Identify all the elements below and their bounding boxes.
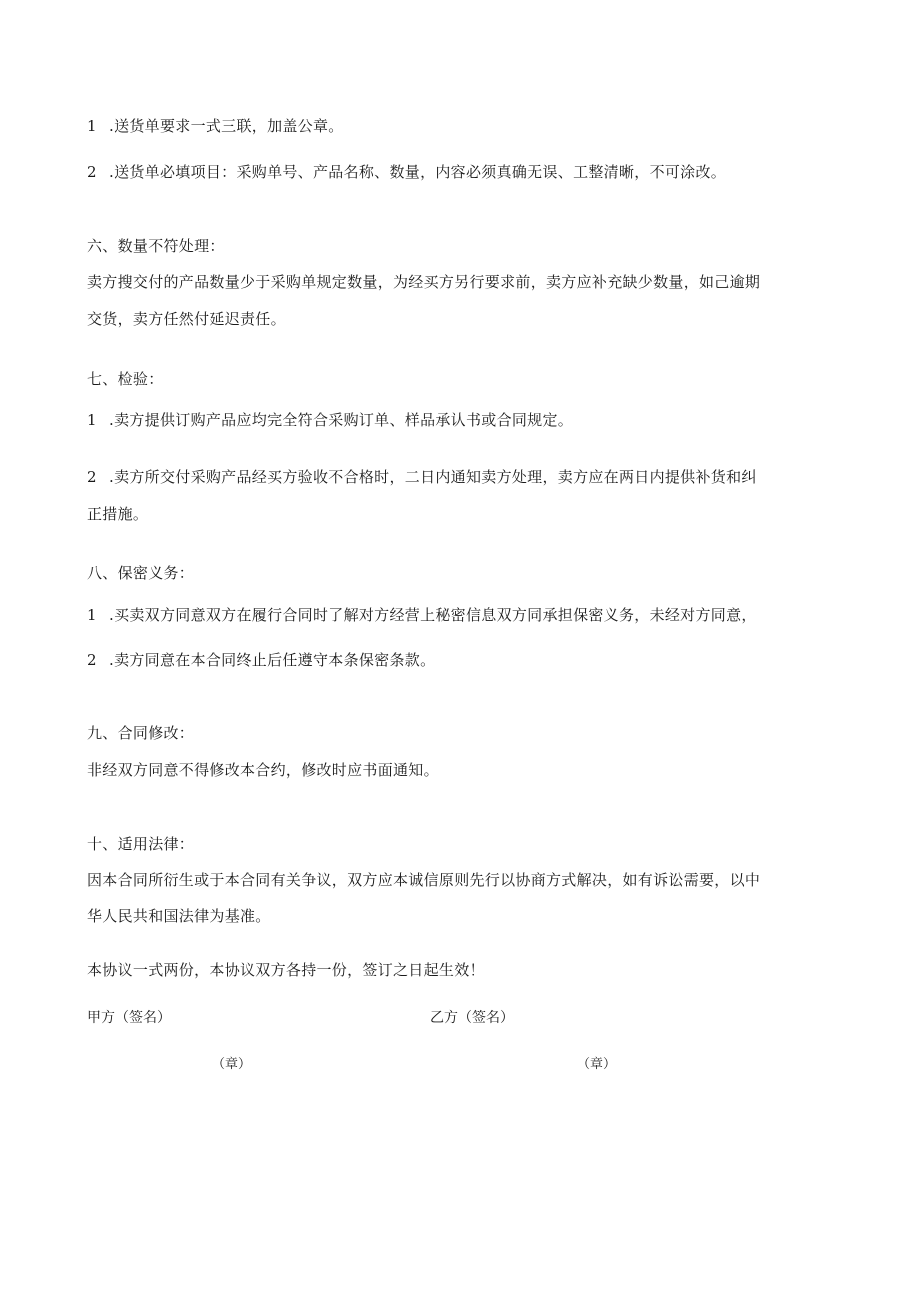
item-number: 2 xyxy=(87,163,97,181)
section-10-heading: 十、适用法律： xyxy=(87,835,195,853)
item-text: .卖方提供订购产品应均完全符合采购订单、样品承认书或合同规定。 xyxy=(109,411,574,429)
item-number: 1 xyxy=(87,117,97,135)
section-8-item-2 xyxy=(87,650,847,670)
party-b-seal-label: （章） xyxy=(577,1057,617,1072)
section-6-paragraph-line-1: 卖方搜交付的产品数量少于采购单规定数量，为经买方另行要求前，卖方应补充缺少数量，如己逾期 xyxy=(87,273,761,291)
item-text: .买卖双方同意双方在履行合同时了解对方经营上秘密信息双方同承担保密义务，未经对方同意， xyxy=(109,606,757,624)
section-7-item-2-continued: 正措施。 xyxy=(87,505,149,523)
section-10-paragraph-line-2: 华人民共和国法律为基准。 xyxy=(87,907,271,925)
section-6-paragraph-line-2: 交货，卖方任然付延迟责任。 xyxy=(87,310,286,328)
section-9-paragraph: 非经双方同意不得修改本合约，修改时应书面通知。 xyxy=(87,761,439,779)
item-text: .卖方所交付采购产品经买方验收不合格时，二日内通知卖方处理，卖方应在两日内提供补货和纠 xyxy=(109,468,757,486)
section-9-heading: 九、合同修改： xyxy=(87,724,195,742)
delivery-item-2 xyxy=(87,162,847,182)
section-10-paragraph-line-1: 因本合同所衍生或于本合同有关争议，双方应本诚信原则先行以协商方式解决，如有诉讼需要，以中 xyxy=(87,871,761,889)
party-a-signature-label: 甲方（签名） xyxy=(87,1010,171,1026)
section-8-item-1 xyxy=(87,605,847,625)
item-text: .送货单要求一式三联，加盖公章。 xyxy=(109,117,344,135)
party-a-seal-label: （章） xyxy=(212,1057,252,1072)
party-b-signature-label: 乙方（签名） xyxy=(430,1010,514,1026)
section-7-item-2 xyxy=(87,467,847,487)
section-7-heading: 七、检验： xyxy=(87,370,164,388)
section-7-item-1 xyxy=(87,410,847,430)
item-number: 1 xyxy=(87,606,97,624)
delivery-item-1 xyxy=(87,116,847,136)
item-text: .送货单必填项目：采购单号、产品名称、数量，内容必须真确无误、工整清晰，不可涂改。 xyxy=(109,163,727,181)
item-text: .卖方同意在本合同终止后任遵守本条保密条款。 xyxy=(109,651,436,669)
item-number: 1 xyxy=(87,411,97,429)
closing-statement: 本协议一式两份，本协议双方各持一份，签订之日起生效！ xyxy=(87,961,485,979)
item-number: 2 xyxy=(87,468,97,486)
section-6-heading: 六、数量不符处理： xyxy=(87,237,225,255)
item-number: 2 xyxy=(87,651,97,669)
section-8-heading: 八、保密义务： xyxy=(87,564,195,582)
